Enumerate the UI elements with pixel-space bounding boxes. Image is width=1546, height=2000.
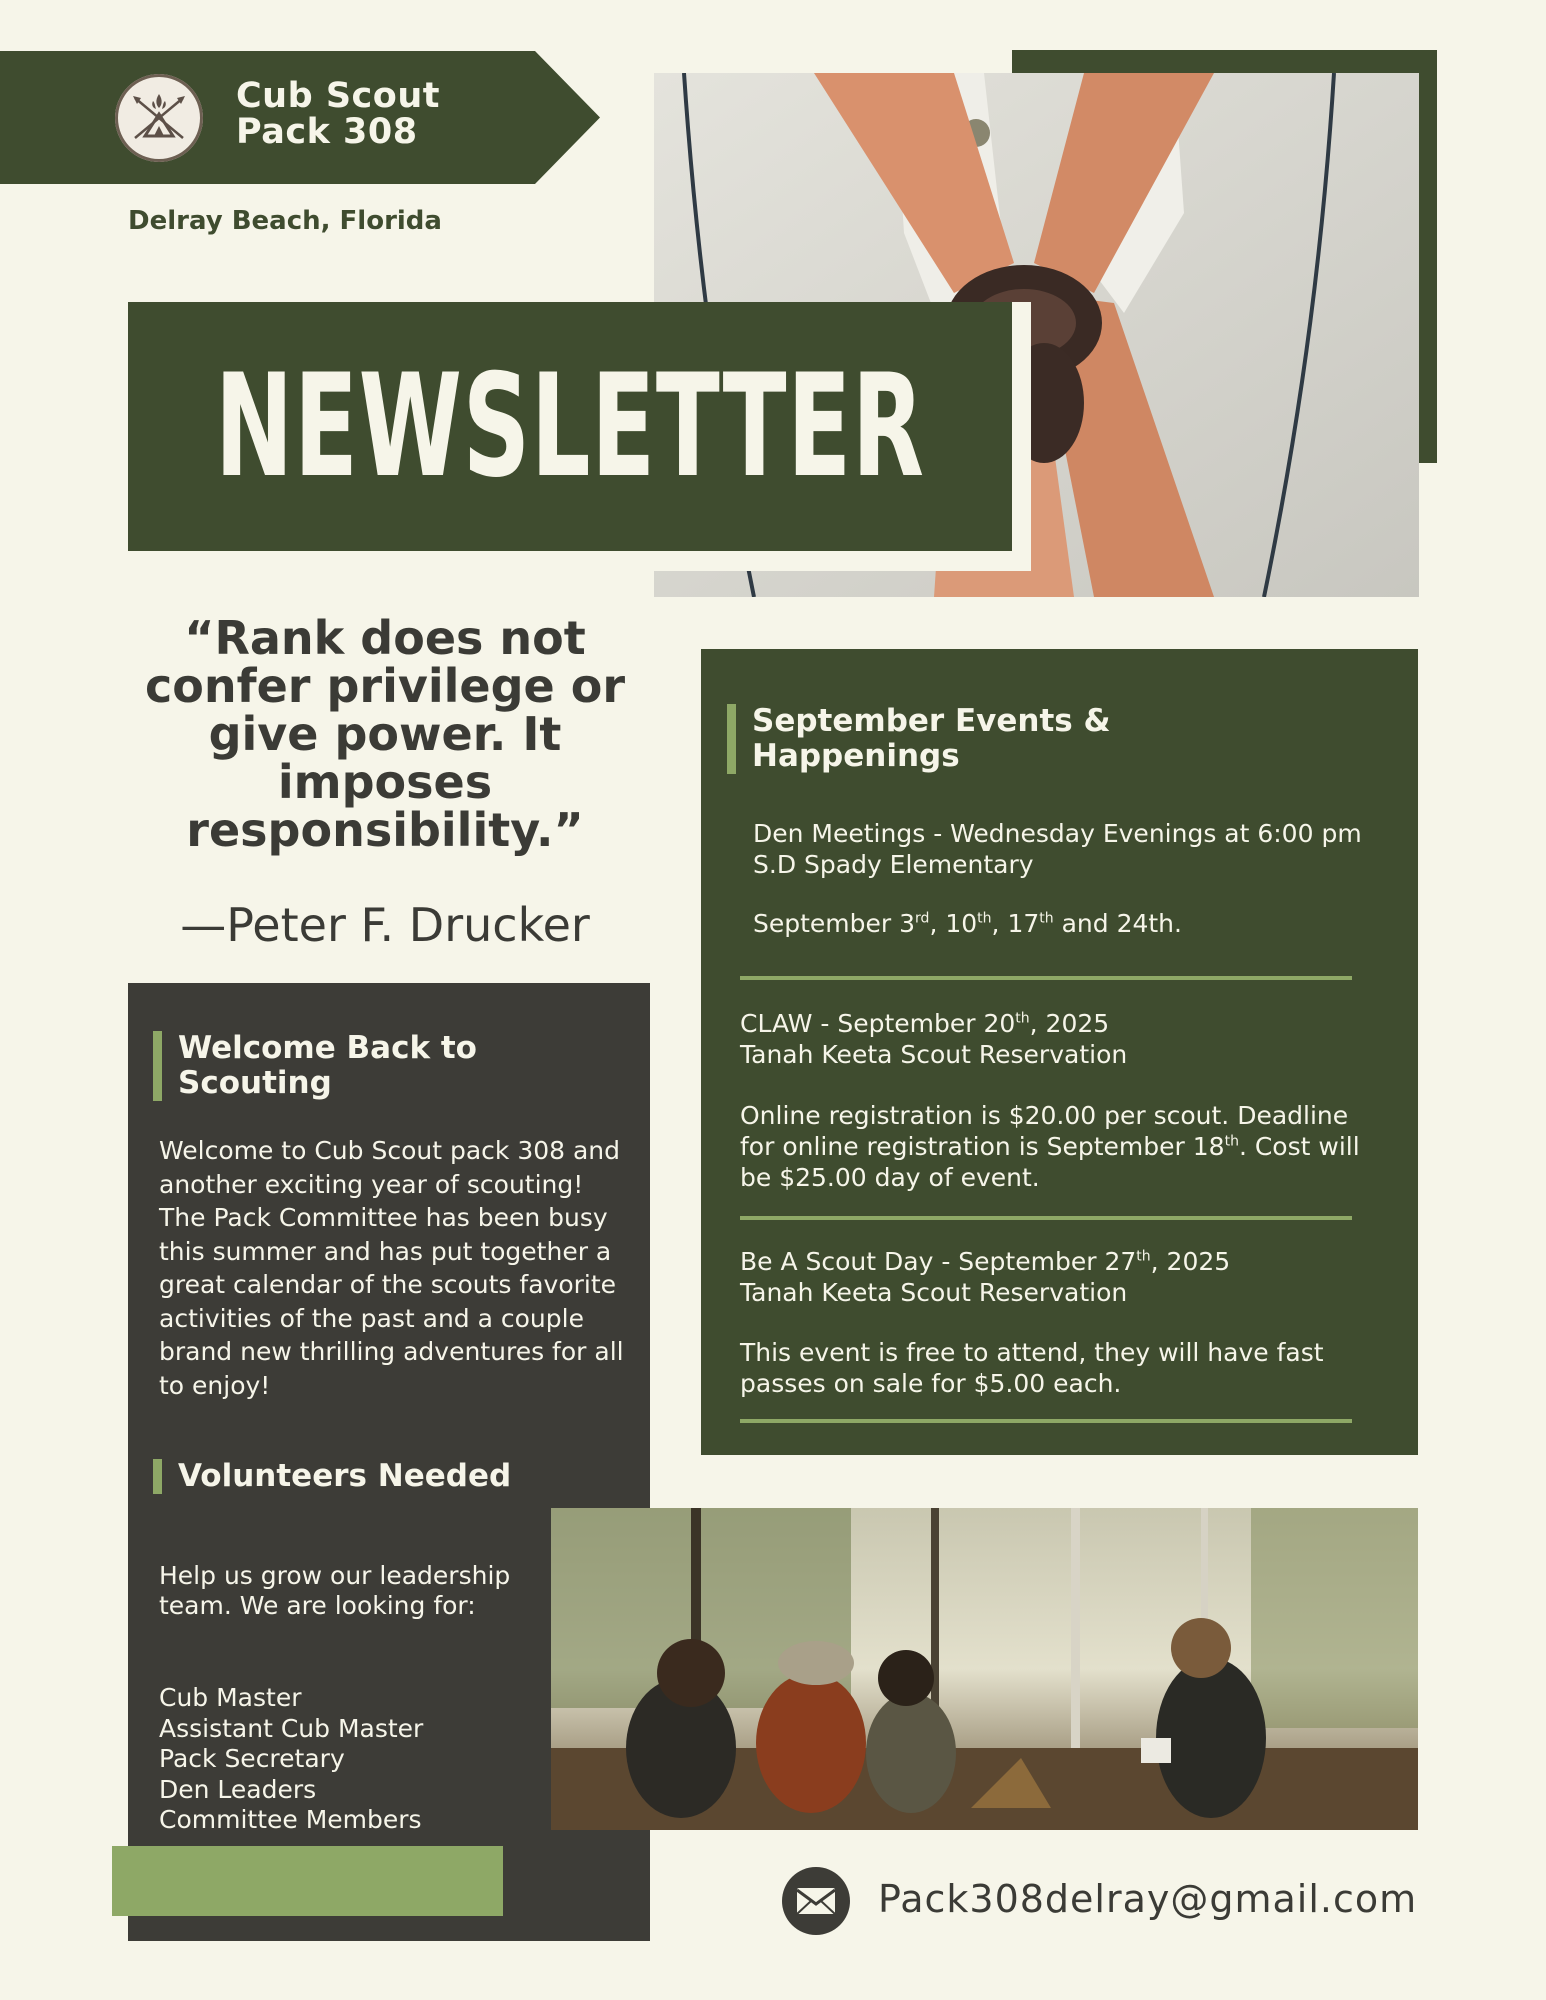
den-meetings-location: S.D Spady Elementary (753, 850, 1034, 879)
quote-author: —Peter F. Drucker (180, 898, 590, 952)
claw-title-sup: th (1015, 1010, 1030, 1027)
welcome-heading: Welcome Back to Scouting (153, 1031, 618, 1101)
list-item: Committee Members (159, 1805, 422, 1834)
claw-reg-text: . Cost will be $25.00 day of event. (740, 1132, 1360, 1192)
volunteers-intro: Help us grow our leadership team. We are looking for: (159, 1561, 511, 1620)
volunteer-roles-list (159, 1683, 559, 1836)
location: Delray Beach, Florida (128, 206, 442, 236)
contact-email[interactable]: Pack308delray@gmail.com (878, 1877, 1418, 1921)
dates-sup: th (1039, 910, 1054, 927)
scout-day-title (740, 1246, 1390, 1277)
envelope-icon (782, 1867, 850, 1935)
list-item: Assistant Cub Master (159, 1713, 424, 1743)
claw-title (740, 1008, 1390, 1039)
divider (740, 1216, 1352, 1220)
claw-reg-text: Online registration is $20.00 per scout. Deadline for online registration is September 18 (740, 1101, 1349, 1161)
scout-day-details: This event is free to attend, they will have fast passes on sale for $5.00 each. (740, 1338, 1324, 1398)
scout-day-title-text: Be A Scout Day - September 27 (740, 1247, 1137, 1276)
den-meeting-dates (753, 908, 1403, 939)
scout-emblem-icon (115, 74, 203, 162)
claw-event (740, 1008, 1390, 1070)
newsletter-title: NEWSLETTER (215, 343, 925, 509)
list-item: Den Leaders (159, 1774, 317, 1804)
pack-name (236, 78, 440, 150)
claw-reg-sup: th (1224, 1133, 1239, 1150)
dates-text: , 17 (991, 909, 1040, 938)
claw-title-year: , 2025 (1029, 1009, 1110, 1038)
dates-sup: rd (915, 910, 930, 927)
claw-location: Tanah Keeta Scout Reservation (740, 1040, 1128, 1069)
scout-day-location: Tanah Keeta Scout Reservation (740, 1278, 1128, 1307)
pack-name-line1: Cub Scout (236, 76, 440, 116)
den-meetings (753, 818, 1403, 880)
dates-sup: th (977, 910, 992, 927)
pack-name-line2: Pack 308 (236, 112, 418, 152)
dates-text: , 10 (929, 909, 978, 938)
quote-text: “Rank does not confer privilege or give power. It imposes responsibility.” (144, 611, 626, 857)
claw-registration (740, 1100, 1390, 1193)
welcome-body: Welcome to Cub Scout pack 308 and another exciting year of scouting! The Pack Committee has been busy this summer and has put together a great calendar of the scouts favorite activities of the past and a couple brand new thrilling adventures for all to enjoy! (159, 1136, 624, 1400)
list-item: Pack Secretary (159, 1744, 345, 1773)
list-item: Cub Master (159, 1683, 302, 1712)
dates-text: September 3 (753, 909, 916, 938)
title-banner (128, 302, 1012, 551)
dates-text: and 24th. (1053, 909, 1182, 938)
den-meetings-time: Den Meetings - Wednesday Evenings at 6:00 pm (753, 819, 1362, 848)
divider (740, 1419, 1352, 1423)
accent-bar (112, 1846, 503, 1916)
scout-day-title-year: , 2025 (1150, 1247, 1231, 1276)
events-heading: September Events & Happenings (727, 704, 1172, 774)
scout-day-event (740, 1246, 1390, 1308)
campfire-photo (551, 1508, 1418, 1830)
volunteers-heading: Volunteers Needed (153, 1459, 618, 1494)
scout-day-title-sup: th (1136, 1248, 1151, 1265)
claw-title-text: CLAW - September 20 (740, 1009, 1016, 1038)
divider (740, 976, 1352, 980)
